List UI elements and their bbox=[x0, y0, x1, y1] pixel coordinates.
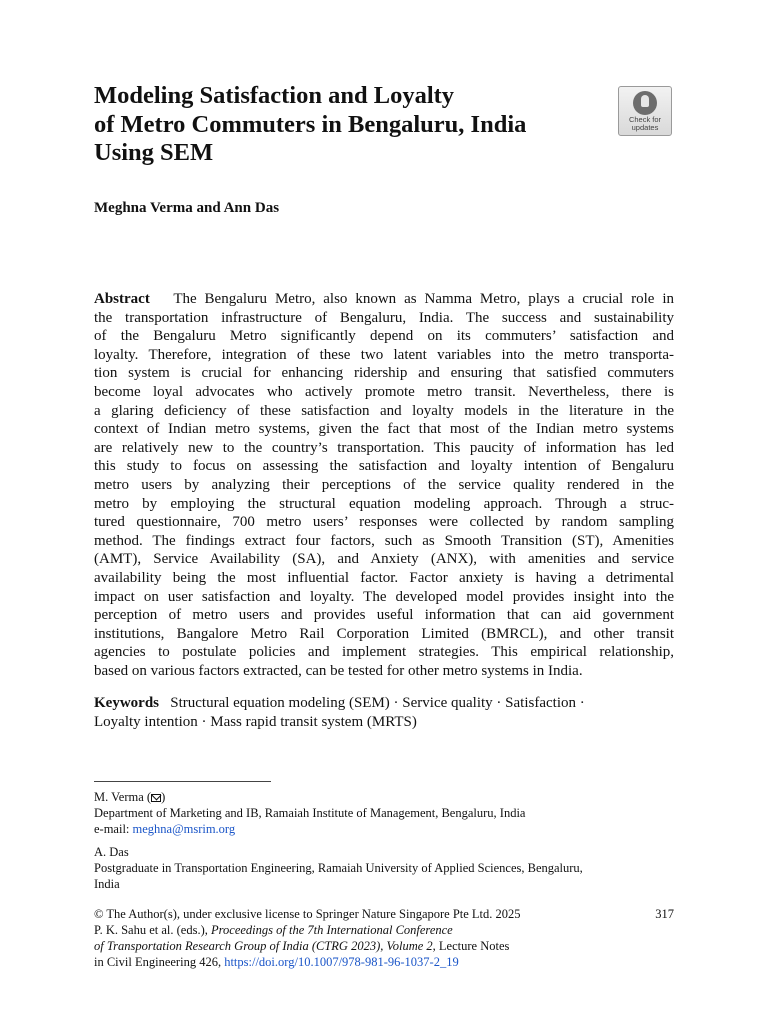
abstract-line: based on various factors extracted, can be tested for other metro systems in India. bbox=[94, 662, 583, 679]
author-email-line: e-mail: meghna@msrim.org bbox=[94, 822, 236, 836]
page-number: 317 bbox=[655, 907, 674, 921]
abstract-line: (AMT), Service Availability (SA), and Anxiety (ANX), with amenities and service bbox=[94, 551, 674, 568]
abstract-line: this study to focus on assessing the satisfaction and loyalty intention of Bengaluru bbox=[94, 458, 674, 475]
abstract-line: of the Bengaluru Metro significantly depend on its commuters’ satisfaction and bbox=[94, 328, 674, 345]
abstract-line: are relatively new to the country’s transportation. This paucity of information has led bbox=[94, 439, 674, 456]
abstract bbox=[94, 290, 674, 680]
author-name: A. Das bbox=[94, 845, 129, 859]
citation-line: of Transportation Research Group of India (CTRG 2023), Volume 2, Lecture Notes bbox=[94, 939, 510, 953]
abstract-line: Abstract The Bengaluru Metro, also known as Namma Metro, plays a crucial role in bbox=[94, 291, 675, 307]
abstract-line: the transportation infrastructure of Bengaluru, India. The success and sustainability bbox=[94, 309, 674, 326]
abstract-label: Abstract bbox=[94, 291, 150, 307]
abstract-line: agencies to postulate policies and implement strategies. This empirical relationship, bbox=[94, 644, 674, 661]
citation-line: P. K. Sahu et al. (eds.), Proceedings of the 7th International Conference bbox=[94, 923, 453, 937]
affiliation-das bbox=[94, 844, 674, 892]
abstract-line: institutions, Bangalore Metro Rail Corporation Limited (BMRCL), and other transit bbox=[94, 625, 674, 642]
abstract-line: impact on user satisfaction and loyalty. The developed model provides insight into the bbox=[94, 588, 674, 605]
author-department: Department of Marketing and IB, Ramaiah Institute of Management, Bengaluru, India bbox=[94, 806, 526, 820]
author-name: M. Verma ( ) bbox=[94, 790, 166, 804]
bookmark-icon bbox=[633, 91, 657, 115]
abstract-line: method. The findings extract four factors, such as Smooth Transition (ST), Amenities bbox=[94, 532, 674, 549]
title-line: Using SEM bbox=[94, 139, 214, 166]
abstract-line: become loyal advocates who actively promote metro transit. Nevertheless, there is bbox=[94, 383, 674, 400]
keywords-line: Keywords Structural equation modeling (SEM) · Service quality · Satisfaction · bbox=[94, 695, 585, 711]
abstract-line: loyalty. Therefore, integration of these two latent variables into the metro transporta- bbox=[94, 346, 674, 363]
abstract-line: availability being the most influential factor. Factor anxiety is having a detrimental bbox=[94, 569, 674, 586]
title-line: of Metro Commuters in Bengaluru, India bbox=[94, 110, 527, 138]
envelope-icon bbox=[151, 794, 161, 802]
footnote-divider bbox=[94, 781, 271, 782]
email-link[interactable]: meghna@msrim.org bbox=[132, 822, 236, 836]
abstract-line: metro users by analyzing their perceptions of the service quality rendered in the bbox=[94, 476, 674, 493]
affiliation-verma bbox=[94, 789, 674, 837]
check-for-updates-text: updates bbox=[631, 123, 659, 132]
paper-title bbox=[94, 82, 594, 168]
keywords-line: Loyalty intention · Mass rapid transit system (MRTS) bbox=[94, 714, 417, 730]
abstract-line: perception of metro users and provides useful information that can aid government bbox=[94, 607, 674, 624]
abstract-line: tured questionnaire, 700 metro users’ responses were collected by random sampling bbox=[94, 514, 674, 531]
doi-link[interactable]: https://doi.org/10.1007/978-981-96-1037-2_19 bbox=[224, 955, 459, 969]
citation-line: in Civil Engineering 426, https://doi.org/10.1007/978-981-96-1037-2_19 bbox=[94, 955, 459, 969]
keywords bbox=[94, 694, 674, 732]
abstract-line: tion system is crucial for enhancing ridership and ensuring that satisfied commuters bbox=[94, 365, 674, 382]
author-country: India bbox=[94, 877, 120, 891]
check-for-updates-text: Check for bbox=[628, 115, 662, 124]
title-line: Modeling Satisfaction and Loyalty bbox=[94, 82, 455, 109]
abstract-line: metro by employing the structural equation modeling approach. Through a struc- bbox=[94, 495, 674, 512]
keywords-label: Keywords bbox=[94, 695, 159, 711]
author-department: Postgraduate in Transportation Engineering, Ramaiah University of Applied Sciences, Bengaluru, bbox=[94, 861, 583, 875]
copyright-block bbox=[94, 906, 674, 970]
copyright-line: © The Author(s), under exclusive license to Springer Nature Singapore Pte Ltd. 2025 317 bbox=[94, 907, 674, 921]
abstract-line: a glaring deficiency of these satisfaction and loyalty models in the literature in the bbox=[94, 402, 674, 419]
check-for-updates-badge[interactable] bbox=[618, 86, 672, 136]
abstract-line: context of Indian metro systems, given the fact that most of the Indian metro systems bbox=[94, 421, 674, 438]
authors: Meghna Verma and Ann Das bbox=[94, 200, 280, 216]
